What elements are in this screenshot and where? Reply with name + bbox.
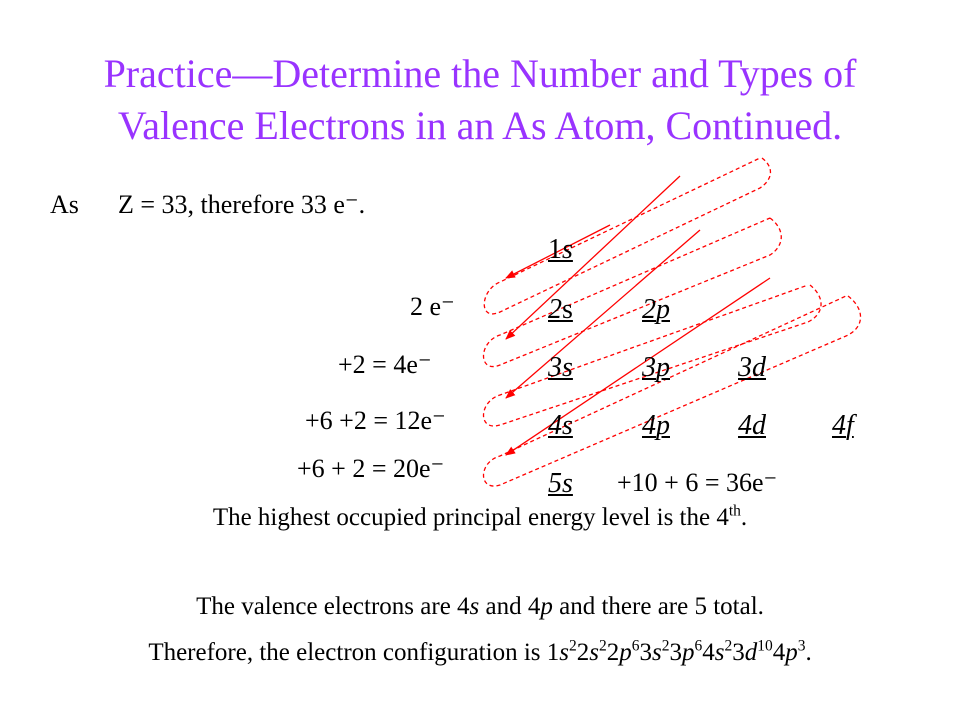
- config-term-electrons: 2: [598, 637, 607, 655]
- orbital-1s: 1s: [548, 234, 573, 265]
- config-term: [607, 639, 640, 666]
- config-term: [702, 639, 732, 666]
- orbital-5s: 5s: [548, 468, 573, 499]
- config-term: [577, 639, 607, 666]
- config-term-level: 1: [546, 639, 560, 666]
- config-term: [669, 639, 702, 666]
- arrow-3d-4p-5s: [506, 278, 770, 455]
- orbital-4d: 4d: [738, 410, 766, 441]
- orbital-4f: 4f: [832, 410, 854, 441]
- config-term-sublevel: s: [559, 639, 569, 666]
- config-term-level: 2: [576, 639, 590, 666]
- config-term-electrons: 2: [661, 637, 670, 655]
- config-term-sublevel: s: [651, 639, 662, 666]
- orbital-4p: 4p: [642, 410, 670, 441]
- config-term-level: 4: [702, 639, 715, 666]
- loop-5s-4p: [484, 296, 861, 486]
- config-term-level: 2: [606, 639, 620, 666]
- config-term-sublevel: p: [681, 639, 695, 666]
- config-term-level: 4: [772, 639, 786, 666]
- config-term-electrons: 3: [797, 637, 806, 655]
- arrow-3p-4s: [506, 230, 700, 398]
- config-term-electrons: 6: [694, 637, 703, 655]
- loop-3s-3p: [484, 218, 782, 367]
- config-term-sublevel: d: [744, 639, 758, 666]
- config-term-sublevel: s: [714, 639, 725, 666]
- sum-first: 2 e⁻: [410, 292, 455, 321]
- orbital-3s: 3s: [548, 352, 573, 383]
- orbital-2p: 2p: [642, 294, 670, 325]
- valence-statement: The valence electrons are 4s and 4p and there are 5 total.: [196, 593, 764, 620]
- sum-third: +6 +2 = 12e⁻: [305, 406, 446, 435]
- atomic-number-statement: Z = 33, therefore 33 e⁻.: [118, 190, 366, 219]
- config-term-level: 3: [669, 639, 682, 666]
- config-term-level: 3: [732, 639, 745, 666]
- loop-2s-2p: [484, 158, 770, 314]
- config-term: [639, 639, 669, 666]
- sum-second: +2 = 4e⁻: [338, 350, 432, 379]
- orbital-3d: 3d: [738, 352, 766, 383]
- configuration-statement: Therefore, the electron configuration is $1s^22s^22p^63s^23p^64s^23d^{10}4p^3$.: [148, 637, 812, 666]
- electron-configuration: [547, 639, 806, 666]
- sum-fifth: +10 + 6 = 36e⁻: [617, 468, 778, 497]
- config-term-electrons: 6: [631, 637, 640, 655]
- config-term-sublevel: p: [785, 639, 798, 666]
- element-symbol: As: [50, 190, 79, 219]
- sum-fourth: +6 + 2 = 20e⁻: [297, 454, 445, 483]
- config-term-electrons: 10: [757, 637, 773, 655]
- config-term-level: 3: [639, 639, 652, 666]
- config-term-electrons: 2: [568, 637, 577, 655]
- config-term-sublevel: s: [589, 639, 599, 666]
- config-term: [547, 639, 577, 666]
- orbital-2s: 2s: [548, 294, 573, 325]
- config-term: [773, 639, 806, 666]
- config-term: [732, 639, 773, 666]
- title-line-2: Valence Electrons in an As Atom, Continued.: [117, 103, 843, 148]
- title-line-1: Practice—Determine the Number and Types of: [103, 51, 857, 96]
- orbital-4s: 4s: [548, 410, 573, 441]
- config-term-sublevel: p: [619, 639, 632, 666]
- config-term-electrons: 2: [724, 637, 733, 655]
- highest-level-statement: The highest occupied principal energy level is the 4th.: [212, 502, 748, 531]
- orbital-3p: 3p: [642, 352, 670, 383]
